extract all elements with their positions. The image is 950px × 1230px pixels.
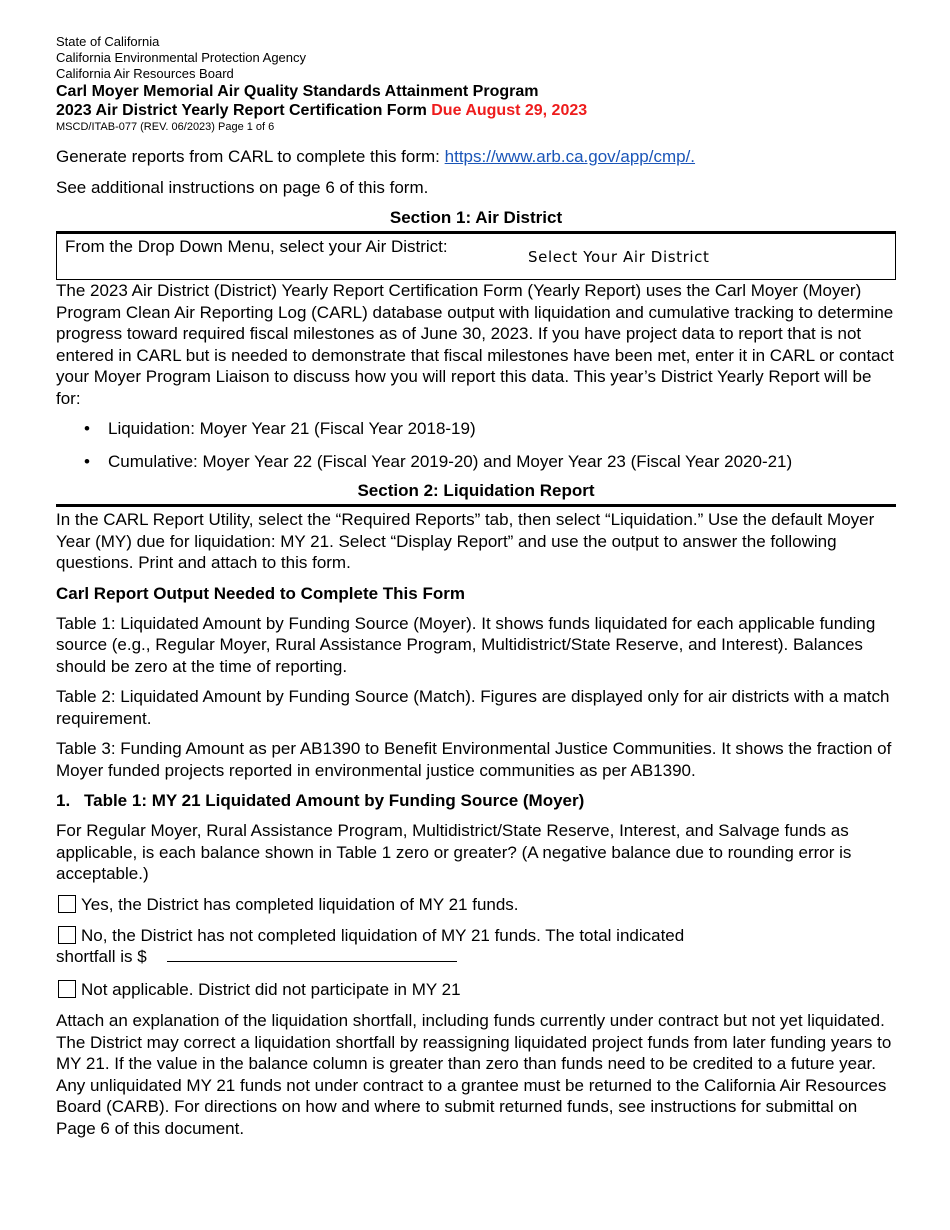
option-yes-label: Yes, the District has completed liquidation of MY 21 funds.: [81, 894, 519, 914]
shortfall-amount-field[interactable]: [167, 947, 457, 962]
due-date: Due August 29, 2023: [431, 102, 588, 119]
district-dropdown-label: From the Drop Down Menu, select your Air District:: [65, 237, 448, 256]
option-na: [56, 979, 896, 1000]
table1-description: Table 1: Liquidated Amount by Funding Source (Moyer). It shows funds liquidated for each applicable funding source (e.g., Regular Moyer, Rural Assistance Program, Multidistrict/State Reserve, and Interest). Balances should be zero at the time of reporting.: [56, 613, 876, 676]
program-title: Carl Moyer Memorial Air Quality Standards Attainment Program: [56, 83, 539, 100]
form-title-text: 2023 Air District Yearly Report Certification Form: [56, 102, 432, 119]
district-select-row: [56, 234, 896, 280]
no-checkbox[interactable]: [58, 926, 76, 944]
question1-number: 1.: [56, 791, 71, 810]
shortfall-row: [56, 946, 896, 968]
table3-description: Table 3: Funding Amount as per AB1390 to Benefit Environmental Justice Communities. It shows the fraction of Moyer funded projects reported in environmental justice communities as per AB1390.: [56, 739, 892, 780]
agency-carb: California Air Resources Board: [56, 66, 234, 81]
output-heading: Carl Report Output Needed to Complete This Form: [56, 583, 465, 603]
question1-text: For Regular Moyer, Rural Assistance Program, Multidistrict/State Reserve, Interest, and Salvage funds as applicable, is each balance shown in Table 1 zero or greater? (A negative balance due to rounding error is acceptable.): [56, 821, 852, 883]
district-dropdown[interactable]: Select Your Air District: [528, 247, 710, 266]
carl-link[interactable]: https://www.arb.ca.gov/app/cmp/.: [444, 147, 696, 166]
form-id: MSCD/ITAB-077 (REV. 06/2023) Page 1 of 6: [56, 121, 275, 133]
question1-heading: [56, 790, 896, 811]
section2-title: Section 2: Liquidation Report: [56, 480, 896, 507]
generate-text: Generate reports from CARL to complete this form:: [56, 147, 445, 166]
table2-description: Table 2: Liquidated Amount by Funding Source (Match). Figures are displayed only for air districts with a match requirement.: [56, 687, 890, 728]
option-no: [56, 925, 896, 946]
question1-title: Table 1: MY 21 Liquidated Amount by Funding Source (Moyer): [84, 791, 585, 810]
option-yes: [56, 894, 896, 915]
list-item: • Liquidation: Moyer Year 21 (Fiscal Year 2018-19): [88, 418, 896, 439]
yes-checkbox[interactable]: [58, 895, 76, 913]
see-instructions: See additional instructions on page 6 of this form.: [56, 177, 429, 197]
shortfall-label: shortfall is $: [56, 946, 147, 966]
agency-calepa: California Environmental Protection Agency: [56, 50, 307, 65]
section2-body: In the CARL Report Utility, select the “Required Reports” tab, then select “Liquidation.” Use the default Moyer Year (MY) due for liquidation: MY 21. Select “Display Report” and use the output to answer the following questions. Print and attach to this form.: [56, 510, 875, 572]
form-title: [56, 101, 896, 120]
agency-state: State of California: [56, 34, 160, 49]
list-item: • Cumulative: Moyer Year 22 (Fiscal Year 2019-20) and Moyer Year 23 (Fiscal Year 2020-21): [88, 451, 896, 472]
report-years-list: [56, 418, 896, 472]
section1-title: Section 1: Air District: [56, 207, 896, 234]
option-na-label: Not applicable. District did not participate in MY 21: [81, 980, 461, 999]
na-checkbox[interactable]: [58, 980, 76, 998]
section1-body: The 2023 Air District (District) Yearly Report Certification Form (Yearly Report) uses the Carl Moyer (Moyer) Program Clean Air Reporting Log (CARL) database output with liquidation and cumulative tracking to determine progress toward required fiscal milestones as of June 30, 2023. If you have project data to report that is not entered in CARL but is needed to demonstrate that fiscal milestones have been met, enter it in CARL or contact your Moyer Program Liaison to discuss how you will report this data. This year’s District Yearly Report will be for:: [56, 281, 894, 408]
option-no-label: No, the District has not completed liquidation of MY 21 funds. The total indicated: [81, 925, 685, 945]
generate-line: [56, 146, 896, 168]
shortfall-explanation: Attach an explanation of the liquidation shortfall, including funds currently under contract but not yet liquidated. The District may correct a liquidation shortfall by reassigning liquidated project funds from later funding years to MY 21. If the value in the balance column is greater than zero than funds need to be credited to a future year. Any unliquidated MY 21 funds not under contract to a grantee must be returned to the California Air Resources Board (CARB). For directions on how and where to submit returned funds, see instructions for submittal on Page 6 of this document.: [56, 1011, 892, 1138]
form-page: [56, 34, 896, 1148]
